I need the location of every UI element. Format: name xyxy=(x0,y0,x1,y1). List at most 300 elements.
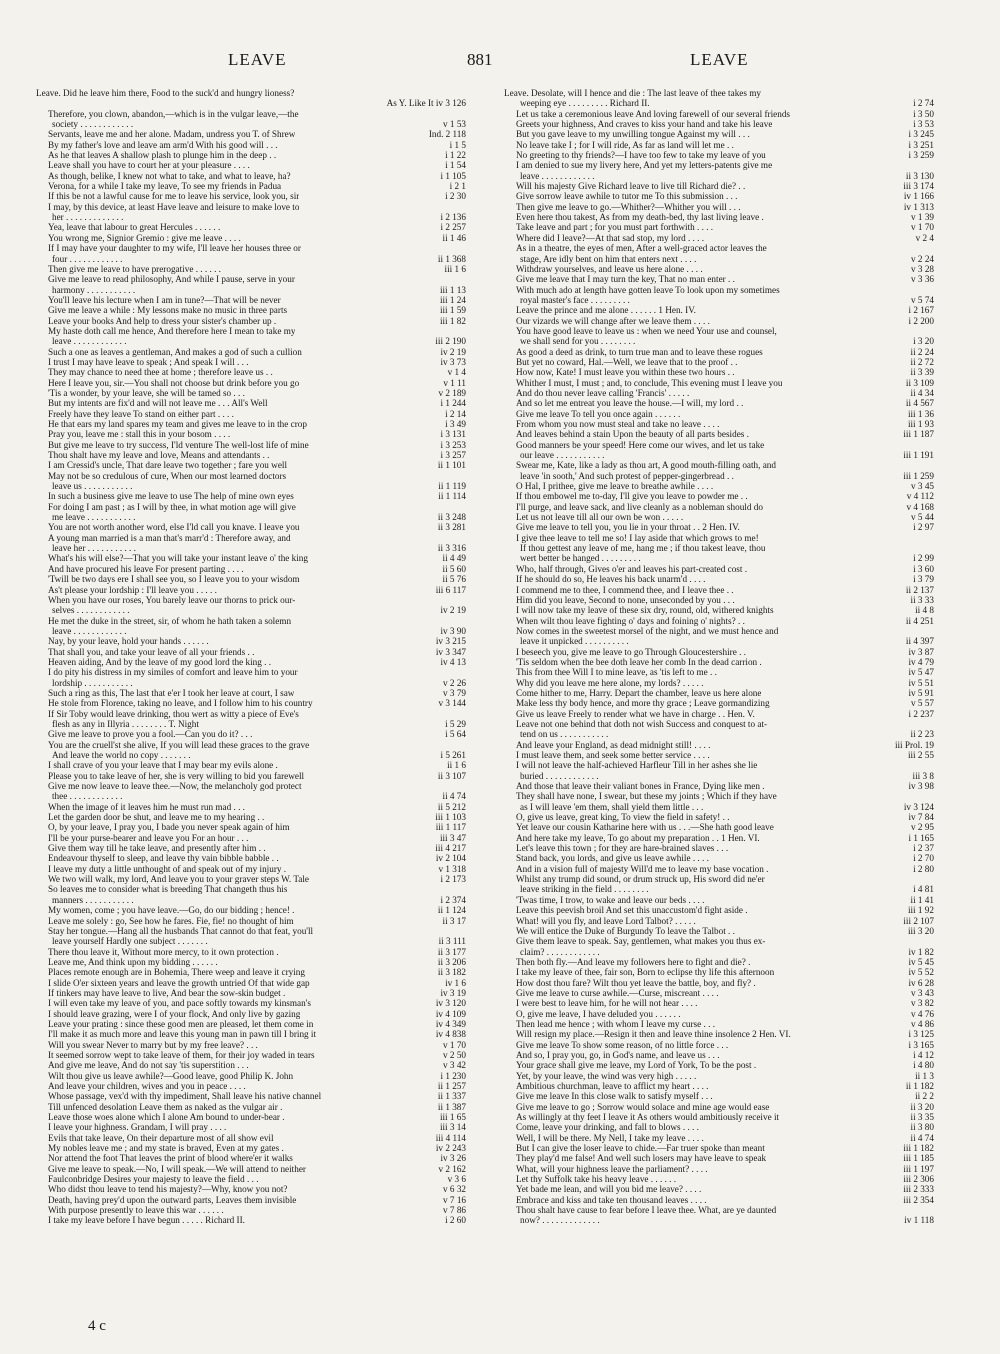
act-scene-line-ref: ii 5 76 xyxy=(440,574,466,584)
act-scene-line-ref: ii 3 206 xyxy=(435,957,466,967)
act-scene-line-ref: iv 4 349 xyxy=(433,1019,466,1029)
act-scene-line-ref: v 1 318 xyxy=(435,864,466,874)
act-scene-line-ref: v 4 76 xyxy=(908,1009,934,1019)
concordance-line xyxy=(36,212,466,222)
quotation-text: They play'd me false! And well such losers may have leave to speak xyxy=(516,1153,767,1164)
concordance-line xyxy=(504,967,934,977)
quotation-text: He that ears my land spares my team and gives me leave to in the crop xyxy=(48,419,307,429)
concordance-line xyxy=(36,750,466,760)
act-scene-line-ref: iv 5 91 xyxy=(905,688,934,698)
quotation-text: thee . . . . . . . . . . . . xyxy=(52,791,123,802)
concordance-line xyxy=(36,667,466,677)
concordance-line xyxy=(504,264,934,274)
act-scene-line-ref: iv 1 82 xyxy=(905,947,934,957)
act-scene-line-ref: iv 3 26 xyxy=(437,1153,466,1163)
concordance-line xyxy=(504,326,934,336)
quotation-text: I am Cressid's uncle, That dare leave two together ; fare you well xyxy=(48,460,288,471)
concordance-line xyxy=(36,522,466,532)
concordance-line xyxy=(504,1153,934,1163)
quotation-text: A young man married is a man that's marr'd : Therefore away, and xyxy=(48,532,291,543)
quotation-text: They shall have none, I swear, but these my joints ; Which if they have xyxy=(516,791,777,802)
act-scene-line-ref: i 4 80 xyxy=(910,1060,934,1070)
act-scene-line-ref: v 5 74 xyxy=(908,295,934,305)
act-scene-line-ref: i 4 12 xyxy=(910,1050,934,1060)
concordance-line xyxy=(504,822,934,832)
quotation-text: leave us . . . . . . . . . . . xyxy=(52,481,133,492)
quotation-text: Then give me leave to have prerogative . . . . . . xyxy=(48,263,221,274)
concordance-line xyxy=(504,1133,934,1143)
concordance-line xyxy=(504,347,934,357)
quotation-text: And do thou never leave calling 'Francis' . . . . . xyxy=(516,387,690,398)
concordance-line xyxy=(36,1205,466,1215)
act-scene-line-ref: ii 1 114 xyxy=(435,491,466,501)
quotation-text: May not be so credulous of cure, When our most learned doctors xyxy=(48,470,287,481)
quotation-text: I commend me to thee, I commend thee, and I leave thee . . xyxy=(516,584,734,595)
quotation-text: leave 'in sooth,' And such protest of pepper-gingerbread . . xyxy=(520,470,734,481)
quotation-text: Let thy Suffolk take his heavy leave . . . . . . xyxy=(516,1174,677,1185)
quotation-text: Give me leave to tell you, you lie in your throat . . 2 Hen. IV. xyxy=(516,522,740,533)
concordance-line xyxy=(504,316,934,326)
concordance-line xyxy=(36,171,466,181)
act-scene-line-ref: i 3 253 xyxy=(437,440,466,450)
concordance-line xyxy=(504,357,934,367)
act-scene-line-ref: v 3 42 xyxy=(440,1060,466,1070)
act-scene-line-ref: ii 1 41 xyxy=(908,895,934,905)
quotation-text: And in a vision full of majesty Will'd me to leave my base vocation . xyxy=(516,863,769,874)
act-scene-line-ref: i 3 165 xyxy=(905,1040,934,1050)
quotation-text: What, will your highness leave the parliament? . . . . xyxy=(516,1163,708,1174)
quotation-text: But I can give the loser leave to chide.—Far truer spoke than meant xyxy=(516,1143,765,1154)
signature-mark: 4 c xyxy=(88,1318,106,1334)
concordance-line xyxy=(36,636,466,646)
act-scene-line-ref: i 2 1 xyxy=(447,181,466,191)
concordance-line xyxy=(504,450,934,460)
quotation-text: I beseech you, give me leave to go Through Gloucestershire . . xyxy=(516,646,746,657)
quotation-text: I must leave them, and seek some better service . . . . xyxy=(516,750,710,760)
concordance-line xyxy=(36,233,466,243)
quotation-text: Whither I must, I must ; and, to conclude, This evening must I leave you xyxy=(516,377,783,388)
act-scene-line-ref: ii 3 316 xyxy=(435,543,466,553)
concordance-line xyxy=(36,274,466,284)
act-scene-line-ref: iv 4 79 xyxy=(905,657,934,667)
quotation-text: It seemed sorrow wept to take leave of them, for their joy waded in tears xyxy=(48,1049,315,1060)
quotation-text: as I will leave 'em them, shall yield them little . . . xyxy=(520,801,704,812)
concordance-line xyxy=(504,647,934,657)
concordance-line xyxy=(504,1060,934,1070)
quotation-text: Who didst thou leave to tend his majesty?—Why, know you not? xyxy=(48,1184,288,1195)
quotation-text: Why did you leave me here alone, my lords? . . . . . xyxy=(516,677,704,688)
concordance-line xyxy=(504,254,934,264)
concordance-line xyxy=(36,781,466,791)
quotation-text: Your grace shall give me leave, my Lord of York, To be the post . xyxy=(516,1060,757,1071)
concordance-line xyxy=(504,709,934,719)
concordance-line xyxy=(504,243,934,253)
concordance-line xyxy=(36,429,466,439)
act-scene-line-ref: v 1 53 xyxy=(440,119,466,129)
quotation-text: Let us not leave till all our own be won . . . . . xyxy=(516,512,684,523)
act-scene-line-ref: ii 1 46 xyxy=(440,233,466,243)
act-scene-line-ref: iii 1 197 xyxy=(900,1164,934,1174)
act-scene-line-ref: iv 2 19 xyxy=(437,347,466,357)
concordance-line xyxy=(36,740,466,750)
act-scene-line-ref: ii 3 130 xyxy=(903,171,934,181)
quotation-text: leave . . . . . . . . . . . . xyxy=(520,170,595,181)
concordance-line xyxy=(504,98,934,108)
act-scene-line-ref: i 2 70 xyxy=(910,853,934,863)
act-scene-line-ref: iv 6 28 xyxy=(905,978,934,988)
act-scene-line-ref: iii 3 8 xyxy=(910,771,934,781)
concordance-line xyxy=(504,843,934,853)
quotation-text: And here take my leave, To go about my preparation . . 1 Hen. VI. xyxy=(516,832,760,843)
act-scene-line-ref: ii 3 33 xyxy=(908,595,934,605)
concordance-line xyxy=(36,585,466,595)
quotation-text: Leave me solely : go, See how he fares. Fie, fie! no thought of him xyxy=(48,915,294,926)
act-scene-line-ref: ii 1 119 xyxy=(435,481,466,491)
concordance-line xyxy=(504,957,934,967)
quotation-text: No leave take I ; for I will ride, As far as land will let me . . xyxy=(516,139,734,150)
act-scene-line-ref: v 4 112 xyxy=(904,491,934,501)
concordance-line xyxy=(36,1174,466,1184)
act-scene-line-ref: iii Prol. 19 xyxy=(892,740,934,750)
quotation-text: We two will walk, my lord, And leave you to your graver steps W. Tale xyxy=(48,874,310,885)
act-scene-line-ref: v 4 86 xyxy=(908,1019,934,1029)
concordance-line xyxy=(504,626,934,636)
concordance-line xyxy=(36,1102,466,1112)
quotation-text: Leave your books And help to dress your sister's chamber up . xyxy=(48,315,277,326)
act-scene-line-ref: i 2 97 xyxy=(910,522,934,532)
act-scene-line-ref: ii 5 212 xyxy=(435,802,466,812)
concordance-line xyxy=(36,264,466,274)
quotation-text: Good manners be your speed! Here come our wives, and let us take xyxy=(516,439,765,450)
concordance-line xyxy=(504,202,934,212)
act-scene-line-ref: i 5 261 xyxy=(437,750,466,760)
concordance-line xyxy=(504,191,934,201)
concordance-line xyxy=(36,564,466,574)
concordance-line xyxy=(504,905,934,915)
concordance-line xyxy=(36,409,466,419)
quotation-text: Yet leave our cousin Katharine here with us . . .—She hath good leave xyxy=(516,822,774,833)
act-scene-line-ref: ii 1 387 xyxy=(435,1102,466,1112)
quotation-text: Give me leave To show some reason, of no little force . . . xyxy=(516,1039,729,1050)
quotation-text: In such a business give me leave to use The help of mine own eyes xyxy=(48,491,294,502)
quotation-text: I'll purge, and leave sack, and live cleanly as a nobleman should do xyxy=(516,501,763,512)
quotation-text: But my intents are fix'd and will not leave me . . . All's Well xyxy=(48,398,268,409)
quotation-text: If thou gettest any leave of me, hang me ; if thou takest leave, thou xyxy=(520,543,766,554)
quotation-text: weeping eye . . . . . . . . . Richard II. xyxy=(520,98,650,109)
act-scene-line-ref: i 3 20 xyxy=(910,336,934,346)
concordance-line xyxy=(504,791,934,801)
concordance-line xyxy=(36,812,466,822)
act-scene-line-ref: ii 2 24 xyxy=(908,347,934,357)
concordance-line xyxy=(504,512,934,522)
act-scene-line-ref: ii 2 2 xyxy=(912,1091,934,1101)
concordance-line xyxy=(36,553,466,563)
concordance-line xyxy=(36,678,466,688)
concordance-line xyxy=(36,491,466,501)
act-scene-line-ref: v 3 28 xyxy=(908,264,934,274)
quotation-text: So leaves me to consider what is breeding That changeth thus his xyxy=(48,884,288,895)
act-scene-line-ref: v 2 26 xyxy=(440,678,466,688)
act-scene-line-ref: iii 2 306 xyxy=(900,1174,934,1184)
act-scene-line-ref: v 2 50 xyxy=(440,1050,466,1060)
concordance-line xyxy=(504,667,934,677)
concordance-line xyxy=(504,171,934,181)
quotation-text: I do pity his distress in my similes of comfort and leave him to your xyxy=(48,667,298,678)
act-scene-line-ref: v 1 11 xyxy=(440,378,466,388)
concordance-line xyxy=(36,316,466,326)
quotation-text: selves . . . . . . . . . . . . xyxy=(52,605,130,616)
quotation-text: Let the garden door be shut, and leave me to my hearing . . xyxy=(48,812,265,823)
quotation-text: Give me leave To tell you once again . . . . . . xyxy=(516,408,681,419)
act-scene-line-ref: iv 5 52 xyxy=(905,967,934,977)
quotation-text: For doing I am past ; as I will by thee, in what motion age will give xyxy=(48,501,296,512)
quotation-text: I will now take my leave of these six dry, round, old, withered knights xyxy=(516,605,774,616)
quotation-text: If tinkers may have leave to live, And bear the sow-skin budget . xyxy=(48,987,286,998)
act-scene-line-ref: iii 1 93 xyxy=(905,419,934,429)
act-scene-line-ref: v 7 16 xyxy=(440,1195,466,1205)
act-scene-line-ref: iv 3 90 xyxy=(437,626,466,636)
concordance-line xyxy=(36,1133,466,1143)
act-scene-line-ref: i 3 50 xyxy=(910,109,934,119)
quotation-text: As willingly at thy feet I leave it As others would ambitiously receive it xyxy=(516,1112,780,1123)
quotation-text: O, give us leave, great king, To view the field in safety! . . xyxy=(516,812,730,823)
quotation-text: Give us leave Freely to render what we have in charge . . Hen. V. xyxy=(516,708,755,719)
quotation-text: I give thee leave to tell me so! I lay aside that which grows to me! xyxy=(516,532,759,543)
quotation-text: And leave the world no copy . . . . . . . xyxy=(52,750,191,760)
concordance-line xyxy=(504,295,934,305)
act-scene-line-ref: i 2 14 xyxy=(442,409,466,419)
quotation-text: You are not worth another word, else I'ld call you knave. I leave you xyxy=(48,522,300,533)
concordance-line xyxy=(504,1174,934,1184)
act-scene-line-ref: i 1 22 xyxy=(442,150,466,160)
concordance-line xyxy=(36,1071,466,1081)
act-scene-line-ref: ii 4 49 xyxy=(440,553,466,563)
act-scene-line-ref: iv 4 838 xyxy=(433,1029,466,1039)
quotation-text: Leave those woes alone which I alone Am bound to under-bear . xyxy=(48,1112,285,1123)
quotation-text: When wilt thou leave fighting o' days and foining o' nights? . . xyxy=(516,615,745,626)
concordance-line xyxy=(504,998,934,1008)
quotation-text: four . . . . . . . . . . . . xyxy=(52,253,123,264)
concordance-line xyxy=(504,1019,934,1029)
quotation-text: 'Twas time, I trow, to wake and leave our beds . . . . xyxy=(516,894,705,905)
quotation-text: her . . . . . . . . . . . . . xyxy=(52,212,124,223)
quotation-text: Then both fly.—And leave my followers here to fight and die? . xyxy=(516,956,751,967)
concordance-line xyxy=(504,698,934,708)
concordance-line xyxy=(36,967,466,977)
quotation-text: 'Tis seldom when the bee doth leave her comb In the dead carrion . xyxy=(516,656,762,667)
act-scene-line-ref: iv 3 120 xyxy=(433,998,466,1008)
quotation-text: But yet no coward, Hal.—Well, we leave that to the proof . . xyxy=(516,356,738,367)
act-scene-line-ref: iii 1 185 xyxy=(900,1153,934,1163)
concordance-line xyxy=(504,771,934,781)
quotation-text: flesh as any in Illyria . . . . . . . . T. Night xyxy=(52,718,199,729)
concordance-line xyxy=(36,998,466,1008)
quotation-text: As though, belike, I knew not what to take, and what to leave, ha? xyxy=(48,170,291,181)
quotation-text: Greets your highness, And craves to kiss your hand and take his leave xyxy=(516,119,773,130)
concordance-line xyxy=(36,543,466,553)
quotation-text: Give me leave to go ; Sorrow would solace and mine age would ease xyxy=(516,1101,770,1112)
concordance-line xyxy=(36,191,466,201)
act-scene-line-ref: i 5 29 xyxy=(442,719,466,729)
quotation-text: Give me now leave to leave thee.—Now, the melancholy god protect xyxy=(48,781,302,792)
quotation-text: And leave your children, wives and you in peace . . . . xyxy=(48,1081,246,1091)
concordance-line xyxy=(504,1050,934,1060)
act-scene-line-ref: iii 1 6 xyxy=(442,264,466,274)
page-header xyxy=(0,50,1000,74)
quotation-text: Please you to take leave of her, she is very willing to bid you farewell xyxy=(48,770,305,781)
concordance-line xyxy=(504,398,934,408)
act-scene-line-ref: iv 2 19 xyxy=(437,605,466,615)
quotation-text: There thou leave it, Without more mercy, to it own protection . xyxy=(48,946,279,957)
concordance-line xyxy=(36,295,466,305)
quotation-text: Then lead me hence ; with whom I leave my curse . . . xyxy=(516,1018,715,1029)
quotation-text: And give me leave, And do not say 'tis superstition . . . xyxy=(48,1060,249,1071)
quotation-text: Therefore, you clown, abandon,—which is in the vulgar leave,—the xyxy=(48,108,299,119)
act-scene-line-ref: ii 2 72 xyxy=(908,357,934,367)
quotation-text: O, give me leave, I have deluded you . . . . . . xyxy=(516,1008,681,1019)
quotation-text: When you have our roses, You barely leave our thorns to prick our- xyxy=(48,594,296,605)
act-scene-line-ref: i 3 49 xyxy=(442,419,466,429)
concordance-line xyxy=(36,1029,466,1039)
concordance-line xyxy=(36,109,466,119)
concordance-line xyxy=(36,802,466,812)
quotation-text: What! will you fly, and leave Lord Talbot? . . . . . xyxy=(516,915,696,926)
concordance-line xyxy=(36,326,466,336)
concordance-line xyxy=(36,502,466,512)
quotation-text: Let us take a ceremonious leave And loving farewell of our several friends xyxy=(516,108,790,119)
concordance-line xyxy=(504,1205,934,1215)
act-scene-line-ref: i 4 81 xyxy=(910,884,934,894)
concordance-line xyxy=(504,471,934,481)
concordance-line xyxy=(504,936,934,946)
act-scene-line-ref: i 1 230 xyxy=(437,1071,466,1081)
concordance-line xyxy=(504,812,934,822)
concordance-line xyxy=(504,750,934,760)
act-scene-line-ref: iv 4 13 xyxy=(437,657,466,667)
concordance-line xyxy=(36,657,466,667)
concordance-line xyxy=(504,181,934,191)
concordance-line xyxy=(36,1112,466,1122)
quotation-text: leave striking in the field . . . . . . . . xyxy=(520,884,649,895)
quotation-text: Make less thy body hence, and more thy grace ; Leave gormandizing xyxy=(516,698,770,709)
act-scene-line-ref: v 1 39 xyxy=(908,212,934,222)
act-scene-line-ref: iv 7 84 xyxy=(905,812,934,822)
concordance-line xyxy=(504,481,934,491)
act-scene-line-ref: v 2 24 xyxy=(908,254,934,264)
concordance-line xyxy=(504,978,934,988)
concordance-line xyxy=(504,222,934,232)
act-scene-line-ref: ii 2 137 xyxy=(903,585,934,595)
quotation-text: You'll leave his lecture when I am in tune?—That will be never xyxy=(48,294,281,305)
concordance-line xyxy=(504,864,934,874)
concordance-line xyxy=(36,357,466,367)
quotation-text: I may, by this device, at least Have leave and leisure to make love to xyxy=(48,201,300,212)
quotation-text: Withdraw yourselves, and leave us here alone . . . . xyxy=(516,263,703,274)
quotation-text: My nobles leave me ; and my state is braved, Even at my gates . xyxy=(48,1143,284,1154)
act-scene-line-ref: v 7 86 xyxy=(440,1205,466,1215)
quotation-text: They may chance to need thee at home ; therefore leave us . . xyxy=(48,367,273,378)
concordance-line xyxy=(504,874,934,884)
quotation-text: Give me leave to curse awhile.—Curse, miscreant . . . . xyxy=(516,987,719,998)
act-scene-line-ref: i 2 173 xyxy=(437,874,466,884)
act-scene-line-ref: v 1 70 xyxy=(908,222,934,232)
act-scene-line-ref: iii 1 36 xyxy=(905,409,934,419)
concordance-line xyxy=(504,285,934,295)
quotation-text: When the image of it leaves him he must run mad . . . xyxy=(48,801,245,812)
concordance-line xyxy=(36,222,466,232)
quotation-text: How dost thou fare? Wilt thou yet leave the battle, boy, and fly? . xyxy=(516,977,756,988)
act-scene-line-ref: ii 3 281 xyxy=(435,522,466,532)
act-scene-line-ref: iii 6 117 xyxy=(433,585,466,595)
concordance-line xyxy=(36,719,466,729)
concordance-line xyxy=(504,1215,934,1225)
quotation-text: With much ado at length have gotten leave To look upon my sometimes xyxy=(516,284,780,295)
act-scene-line-ref: ii 1 101 xyxy=(435,460,466,470)
quotation-text: Heaven aiding, And by the leave of my good lord the king . . xyxy=(48,656,272,667)
concordance-line xyxy=(504,502,934,512)
quotation-text: buried . . . . . . . . . . . . xyxy=(520,770,599,781)
quotation-text: Give me leave to read philosophy, And while I pause, serve in your xyxy=(48,274,295,285)
concordance-line xyxy=(36,574,466,584)
concordance-line xyxy=(504,119,934,129)
act-scene-line-ref: i 3 79 xyxy=(910,574,934,584)
act-scene-line-ref: v 2 4 xyxy=(913,233,934,243)
quotation-text: And have procured his leave For present parting . . . . xyxy=(48,563,244,574)
concordance-line xyxy=(36,471,466,481)
act-scene-line-ref: ii 3 107 xyxy=(435,771,466,781)
quotation-text: Nor attend the foot That leaves the print of blood where'er it walks xyxy=(48,1153,293,1164)
concordance-line xyxy=(504,1009,934,1019)
concordance-line xyxy=(504,1195,934,1205)
act-scene-line-ref: v 3 36 xyxy=(908,274,934,284)
act-scene-line-ref: iv 5 47 xyxy=(905,667,934,677)
concordance-line xyxy=(504,419,934,429)
concordance-line xyxy=(504,1029,934,1039)
concordance-line xyxy=(504,781,934,791)
concordance-line xyxy=(36,626,466,636)
act-scene-line-ref: ii 4 397 xyxy=(903,636,934,646)
act-scene-line-ref: iii 1 182 xyxy=(900,1143,934,1153)
concordance-line xyxy=(36,1060,466,1070)
act-scene-line-ref: Ind. 2 118 xyxy=(426,129,466,139)
concordance-line xyxy=(36,1081,466,1091)
act-scene-line-ref: iv 3 19 xyxy=(437,988,466,998)
concordance-line xyxy=(36,864,466,874)
act-scene-line-ref: ii 3 39 xyxy=(908,367,934,377)
act-scene-line-ref: i 2 374 xyxy=(437,895,466,905)
act-scene-line-ref: iii 1 13 xyxy=(437,285,466,295)
quotation-text: Will resign my place.—Resign it then and leave thine insolence 2 Hen. VI. xyxy=(516,1029,791,1040)
concordance-line xyxy=(504,895,934,905)
concordance-line xyxy=(36,947,466,957)
concordance-line xyxy=(504,926,934,936)
concordance-line xyxy=(504,533,934,543)
concordance-line xyxy=(36,129,466,139)
act-scene-line-ref: ii 1 3 xyxy=(912,1071,934,1081)
act-scene-line-ref: As Y. Like It iv 3 126 xyxy=(384,98,466,108)
act-scene-line-ref: i 3 259 xyxy=(905,150,934,160)
act-scene-line-ref: iii 1 259 xyxy=(900,471,934,481)
quotation-text: If he should do so, He leaves his back unarm'd . . . . xyxy=(516,574,706,585)
quotation-text: Come, leave your drinking, and fall to blows . . . . xyxy=(516,1122,699,1133)
concordance-line xyxy=(36,1009,466,1019)
quotation-text: I leave my duty a little unthought of and speak out of my injury . xyxy=(48,863,287,874)
act-scene-line-ref: iii 1 92 xyxy=(905,905,934,915)
concordance-line xyxy=(504,1091,934,1101)
act-scene-line-ref: iv 3 73 xyxy=(437,357,466,367)
quotation-text: Give me leave to prove you a fool.—Can you do it? . . . xyxy=(48,729,253,740)
quotation-text: now? . . . . . . . . . . . . . xyxy=(520,1215,600,1226)
